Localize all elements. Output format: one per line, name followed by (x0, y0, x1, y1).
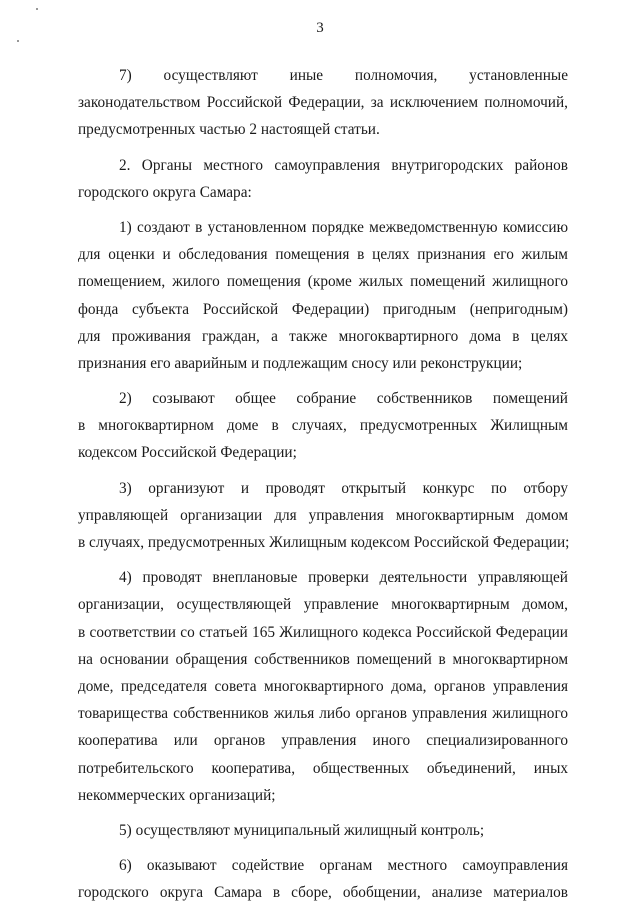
document-line: для проживания граждан, а также многоквартирного дома в целях (78, 327, 568, 345)
document-line: доме, председателя совета многоквартирного дома, органов управления (78, 677, 568, 695)
page-number: 3 (316, 20, 324, 36)
paragraph-gap (78, 467, 568, 475)
document-line: 2. Органы местного самоуправления внутригородских районов (119, 156, 568, 174)
document-body (78, 62, 568, 906)
document-line: 5) осуществляют муниципальный жилищный контроль; (119, 821, 485, 839)
document-line: некоммерческих организаций; (78, 786, 276, 804)
document-line: для оценки и обследования помещения в целях признания его жилым (78, 246, 568, 264)
document-line: 7) осуществляют иные полномочия, установленные (119, 67, 568, 84)
paragraph-gap (78, 206, 568, 214)
document-line: городского округа Самара: (78, 183, 252, 201)
document-line: управляющей организации для управления многоквартирным домом (78, 506, 568, 524)
document-line: помещением, жилого помещения (кроме жилых помещений жилищного (78, 273, 568, 291)
paragraph-gap (78, 144, 568, 152)
document-line: предусмотренных частью 2 настоящей статьи. (78, 121, 380, 139)
scan-speck (36, 8, 38, 10)
document-line: городского округа Самара в сборе, обобщении, анализе материалов (78, 884, 568, 902)
document-line: 4) проводят внеплановые проверки деятельности управляющей (119, 569, 568, 587)
document-line: в многоквартирном доме в случаях, предусмотренных Жилищным (78, 417, 568, 435)
document-line: признания его аварийным и подлежащим сносу или реконструкции; (78, 354, 523, 372)
paragraph-gap (78, 377, 568, 385)
document-line: товарищества собственников жилья либо органов управления жилищного (78, 705, 568, 723)
document-line: 1) создают в установленном порядке межведомственную комиссию (119, 218, 568, 236)
document-line: в случаях, предусмотренных Жилищным кодексом Российской Федерации; (78, 534, 570, 551)
paragraph-gap (78, 556, 568, 564)
document-line: 6) оказывают содействие органам местного самоуправления (119, 857, 568, 875)
document-line: кодексом Российской Федерации; (78, 444, 297, 462)
document-line: 3) организуют и проводят открытый конкурс по отбору (119, 479, 568, 497)
document-line: на основании обращения собственников помещений в многоквартирном (78, 650, 568, 668)
document-line: потребительского кооператива, общественных объединений, иных (78, 759, 568, 777)
document-line: организации, осуществляющей управление многоквартирным домом, (78, 596, 568, 614)
paragraph-gap (78, 844, 568, 852)
document-line: фонда субъекта Российской Федерации) пригодным (непригодным) (78, 300, 568, 318)
paragraph-gap (78, 809, 568, 817)
document-line: кооператива или органов управления иного специализированного (78, 732, 568, 750)
document-line: в соответствии со статьей 165 Жилищного кодекса Российской Федерации (78, 623, 568, 641)
document-line: законодательством Российской Федерации, за исключением полномочий, (78, 94, 568, 112)
document-line: 2) созывают общее собрание собственников помещений (119, 390, 568, 408)
scan-speck (17, 40, 19, 42)
